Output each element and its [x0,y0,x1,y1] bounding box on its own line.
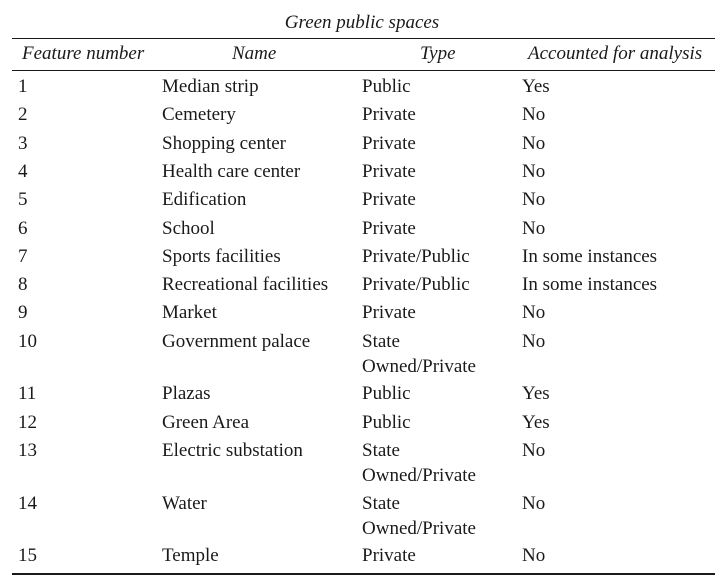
accounted-cell: No [522,104,546,126]
type-cell [362,491,476,541]
name-cell: Government palace [162,330,311,352]
feature-number-cell: 6 [18,217,28,239]
type-line: Private [362,132,416,154]
type-line: Private [362,545,416,567]
name-cell: Electric substation [162,439,303,461]
type-line: Public [362,411,411,433]
type-cell [362,159,416,184]
feature-number-cell: 12 [18,411,37,433]
type-cell [362,300,416,325]
type-line: Owned/Private [362,464,476,486]
type-line: Private [362,217,416,239]
feature-number-cell: 3 [18,132,28,154]
accounted-cell: No [522,217,546,239]
type-cell [362,438,476,488]
feature-number-cell: 10 [18,330,37,352]
feature-number-cell: 2 [18,104,28,126]
feature-number-cell: 13 [18,439,37,461]
type-line: Private/Public [362,245,470,267]
feature-number-cell: 8 [18,274,28,296]
accounted-cell: No [522,160,546,182]
name-cell: Green Area [162,411,250,433]
name-cell: Market [162,302,217,324]
type-line: State [362,439,400,461]
type-line: Private [362,189,416,211]
feature-number-cell: 11 [18,383,37,405]
type-line: Public [362,76,411,97]
header-name: Name [232,43,277,64]
name-cell: School [162,217,215,239]
type-cell [362,244,470,269]
name-cell: Recreational facilities [162,274,329,296]
caption-rule [12,38,715,39]
header-feature-number: Feature number [22,43,145,64]
type-cell [362,187,416,212]
type-cell [362,216,416,241]
type-line: Private/Public [362,274,470,296]
accounted-cell: In some instances [522,274,658,296]
feature-number-cell: 15 [18,545,37,567]
type-line: Owned/Private [362,355,476,377]
accounted-cell: Yes [522,383,550,405]
type-line: State [362,492,400,514]
type-line: Owned/Private [362,517,476,539]
name-cell: Water [162,492,207,514]
accounted-cell: No [522,545,546,567]
accounted-cell: No [522,302,546,324]
feature-number-cell: 4 [18,160,28,182]
feature-number-cell: 1 [18,76,28,97]
type-cell [362,329,476,379]
header-rule [12,70,715,71]
name-cell: Plazas [162,383,211,405]
table-caption: Green public spaces [284,12,440,33]
header-type: Type [420,43,456,64]
accounted-cell: In some instances [522,245,658,267]
type-cell [362,381,411,406]
type-line: State [362,330,400,352]
accounted-cell: Yes [522,411,550,433]
accounted-cell: No [522,492,546,514]
type-line: Public [362,383,411,405]
type-cell [362,272,470,297]
bottom-rule [12,573,715,575]
feature-number-cell: 9 [18,302,28,324]
name-cell: Edification [162,189,247,211]
name-cell: Sports facilities [162,245,281,267]
accounted-cell: No [522,439,546,461]
feature-number-cell: 14 [18,492,37,514]
name-cell: Temple [162,545,219,567]
name-cell: Cemetery [162,104,236,126]
name-cell: Shopping center [162,132,287,154]
type-cell [362,74,411,99]
accounted-cell: Yes [522,76,550,97]
accounted-cell: No [522,189,546,211]
header-accounted: Accounted for analysis [528,43,703,64]
type-line: Private [362,160,416,182]
name-cell: Health care center [162,160,301,182]
accounted-cell: No [522,132,546,154]
type-line: Private [362,104,416,126]
type-cell [362,410,411,435]
name-cell: Median strip [162,76,259,97]
accounted-cell: No [522,330,546,352]
type-cell [362,102,416,127]
type-cell [362,131,416,156]
type-cell [362,543,416,568]
feature-number-cell: 7 [18,245,28,267]
type-line: Private [362,302,416,324]
feature-number-cell: 5 [18,189,28,211]
